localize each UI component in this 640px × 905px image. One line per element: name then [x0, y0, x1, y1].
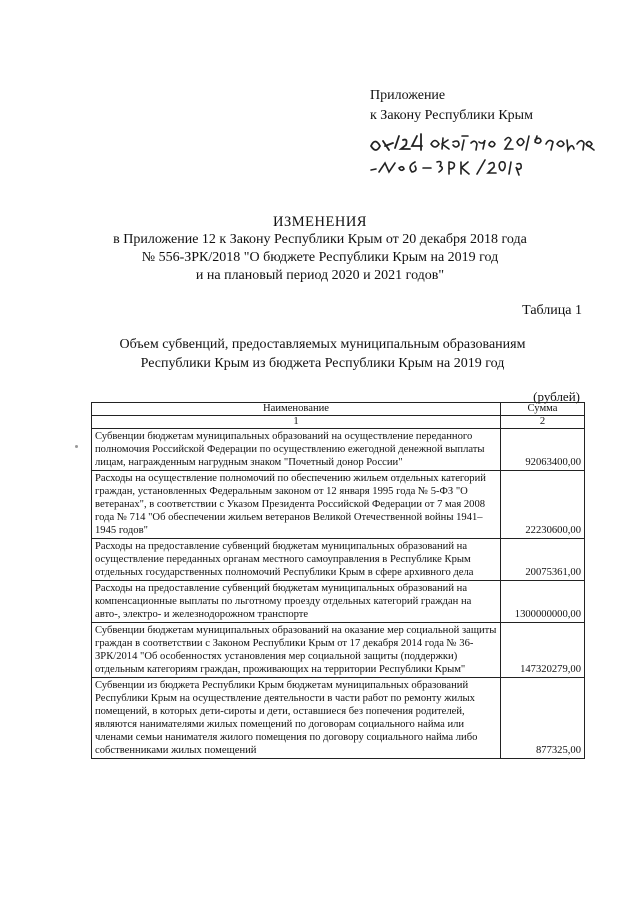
row-amount: 1300000000,00 [501, 581, 585, 623]
header-amount: Сумма [501, 403, 585, 416]
subventions-table [91, 402, 585, 759]
header-name: Наименование [92, 403, 501, 416]
table-row [92, 539, 585, 581]
table-row [92, 678, 585, 759]
row-name: Субвенции из бюджета Республики Крым бюджетам муниципальных образований Республики Крым на осуществление деятельности в части работ по ремонту жилых помещений, в которых дети-сироты и дети, оставшиеся без попечения родителей, являются нанимателями жилых помещений по договорам социального найма или членами семьи нанимателя жилого помещения по договору социального найма либо собственниками жилых помещений [92, 678, 501, 759]
appendix-line-1: Приложение [370, 88, 446, 103]
row-amount: 92063400,00 [501, 429, 585, 471]
table-caption [95, 335, 550, 373]
table-row [92, 623, 585, 678]
row-name: Расходы на осуществление полномочий по обеспечению жильем отдельных категорий граждан, установленных Федеральным законом от 12 января 1995 года № 5-ФЗ "О ветеранах", в соответствии с Указом Президента Российской Федерации от 7 мая 2008 года № 714 "Об обеспечении жильем ветеранов Великой Отечественной войны 1941–1945 годов" [92, 471, 501, 539]
table-row [92, 471, 585, 539]
column-number-1: 1 [92, 416, 501, 429]
heading-line-1: в Приложение 12 к Закону Республики Крым от 20 декабря 2018 года [113, 232, 527, 247]
margin-mark [75, 445, 78, 448]
heading-line-3: и на плановый период 2020 и 2021 годов" [195, 268, 445, 283]
row-amount: 22230600,00 [501, 471, 585, 539]
table-caption-line-1: Объем субвенций, предоставляемых муниципальным образованиям [119, 337, 526, 352]
table-label: Таблица 1 [522, 303, 582, 318]
units-label: (рублей) [533, 389, 580, 404]
appendix-line-2: к Закону Республики Крым [370, 108, 533, 123]
heading-title: ИЗМЕНЕНИЯ [273, 214, 367, 230]
row-amount: 877325,00 [501, 678, 585, 759]
table-header-row [92, 403, 585, 416]
table-row [92, 429, 585, 471]
row-name: Расходы на предоставление субвенций бюджетам муниципальных образований на компенсационные выплаты по льготному проезду отдельных категорий граждан на авто-, электро- и железнодорожном транспорте [92, 581, 501, 623]
handwritten-date-signature [365, 128, 605, 180]
heading-line-2: № 556-ЗРК/2018 "О бюджете Республики Крым на 2019 год [141, 250, 499, 265]
column-number-row [92, 416, 585, 429]
appendix-block [370, 86, 533, 126]
column-number-2: 2 [501, 416, 585, 429]
row-name: Субвенции бюджетам муниципальных образований на оказание мер социальной защиты граждан в соответствии с Законом Республики Крым от 17 декабря 2014 года № 36-ЗРК/2014 "Об особенностях установления мер социальной защиты (поддержки) отдельным категориям граждан, проживающих на территории Республики Крым" [92, 623, 501, 678]
row-name: Расходы на предоставление субвенций бюджетам муниципальных образований на осуществление переданных органам местного самоуправления в Республике Крым отдельных государственных полномочий Республики Крым в сфере архивного дела [92, 539, 501, 581]
document-heading [95, 213, 545, 285]
row-amount: 20075361,00 [501, 539, 585, 581]
table-caption-line-2: Республики Крым из бюджета Республики Крым на 2019 год [140, 356, 505, 371]
table-row [92, 581, 585, 623]
row-name: Субвенции бюджетам муниципальных образований на осуществление переданного полномочия Российской Федерации по осуществлению ежегодной денежной выплаты лицам, награжденным нагрудным знаком "Почетный донор России" [92, 429, 501, 471]
row-amount: 147320279,00 [501, 623, 585, 678]
